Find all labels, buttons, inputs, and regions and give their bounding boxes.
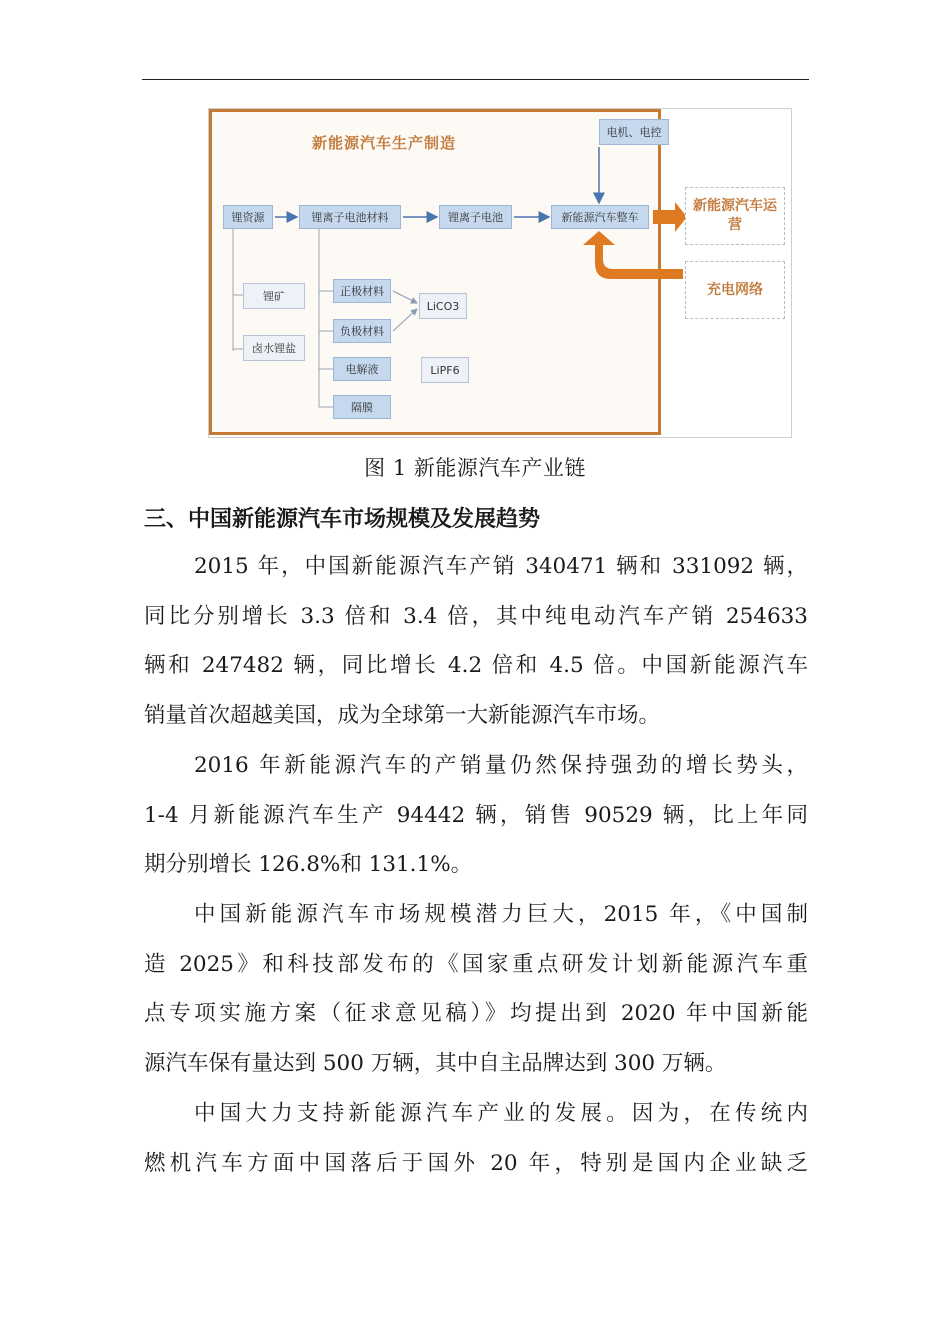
industry-chain-figure: [208, 108, 792, 438]
paragraph-line: 中国新能源汽车市场规模潜力巨大，2015 年，《中国制: [194, 902, 808, 927]
node-vehicle: 新能源汽车整车: [551, 205, 649, 229]
charging-network-box: 充电网络: [685, 261, 785, 319]
arrow-vehicle-to-operations: [653, 202, 687, 232]
paragraph-3: [144, 890, 808, 1088]
node-lithium-ore: 锂矿: [243, 283, 305, 309]
node-lithium-resource: 锂资源: [223, 205, 273, 229]
header-rule: [142, 79, 809, 80]
figure-caption: 图 1 新能源汽车产业链: [364, 456, 586, 480]
paragraph-line: 2016 年新能源汽车的产销量仍然保持强劲的增长势头，: [194, 753, 808, 778]
node-lipf6: LiPF6: [421, 357, 469, 383]
node-cathode: 正极材料: [333, 279, 391, 303]
paragraph-line: 辆和 247482 辆，同比增长 4.2 倍和 4.5 倍。中国新能源汽车: [144, 653, 808, 679]
paragraph-line: 源汽车保有量达到 500 万辆，其中自主品牌达到 300 万辆。: [144, 1050, 727, 1076]
paragraph-line: 中国大力支持新能源汽车产业的发展。因为，在传统内: [194, 1101, 808, 1126]
paragraph-1: [144, 542, 808, 740]
paragraph-line: 点专项实施方案（征求意见稿）》均提出到 2020 年中国新能: [144, 1001, 808, 1027]
manufacturing-title: 新能源汽车生产制造: [312, 134, 457, 152]
paragraph-4: [144, 1089, 808, 1188]
section-heading: 三、中国新能源汽车市场规模及发展趋势: [144, 507, 541, 532]
node-motor-control: 电机、电控: [599, 119, 669, 145]
node-licoo: LiCO3: [419, 293, 467, 319]
paragraph-line: 2015 年，中国新能源汽车产销 340471 辆和 331092 辆，: [194, 554, 808, 579]
node-separator: 隔膜: [333, 395, 391, 419]
paragraph-line: 燃机汽车方面中国落后于国外 20 年，特别是国内企业缺乏: [144, 1150, 808, 1176]
paragraph-line: 同比分别增长 3.3 倍和 3.4 倍，其中纯电动汽车产销 254633: [144, 603, 808, 629]
paragraph-line: 销量首次超越美国，成为全球第一大新能源汽车市场。: [144, 702, 661, 728]
paragraph-line: 造 2025》和科技部发布的《国家重点研发计划新能源汽车重: [144, 951, 808, 977]
paragraph-2: [144, 741, 808, 890]
node-battery-material: 锂离子电池材料: [299, 205, 401, 229]
arrow-anode-to-licoo: [393, 309, 417, 331]
arrow-cathode-to-licoo: [393, 291, 417, 303]
paragraph-line: 1-4 月新能源汽车生产 94442 辆，销售 90529 辆，比上年同: [144, 802, 808, 828]
node-battery: 锂离子电池: [439, 205, 512, 229]
node-anode: 负极材料: [333, 319, 391, 343]
arrow-charging-to-vehicle: [583, 231, 683, 279]
node-brine-lithium: 卤水锂盐: [243, 335, 305, 361]
paragraph-line: 期分别增长 126.8%和 131.1%。: [144, 852, 473, 878]
node-electrolyte: 电解液: [333, 357, 391, 381]
operations-box: 新能源汽车运营: [685, 187, 785, 245]
